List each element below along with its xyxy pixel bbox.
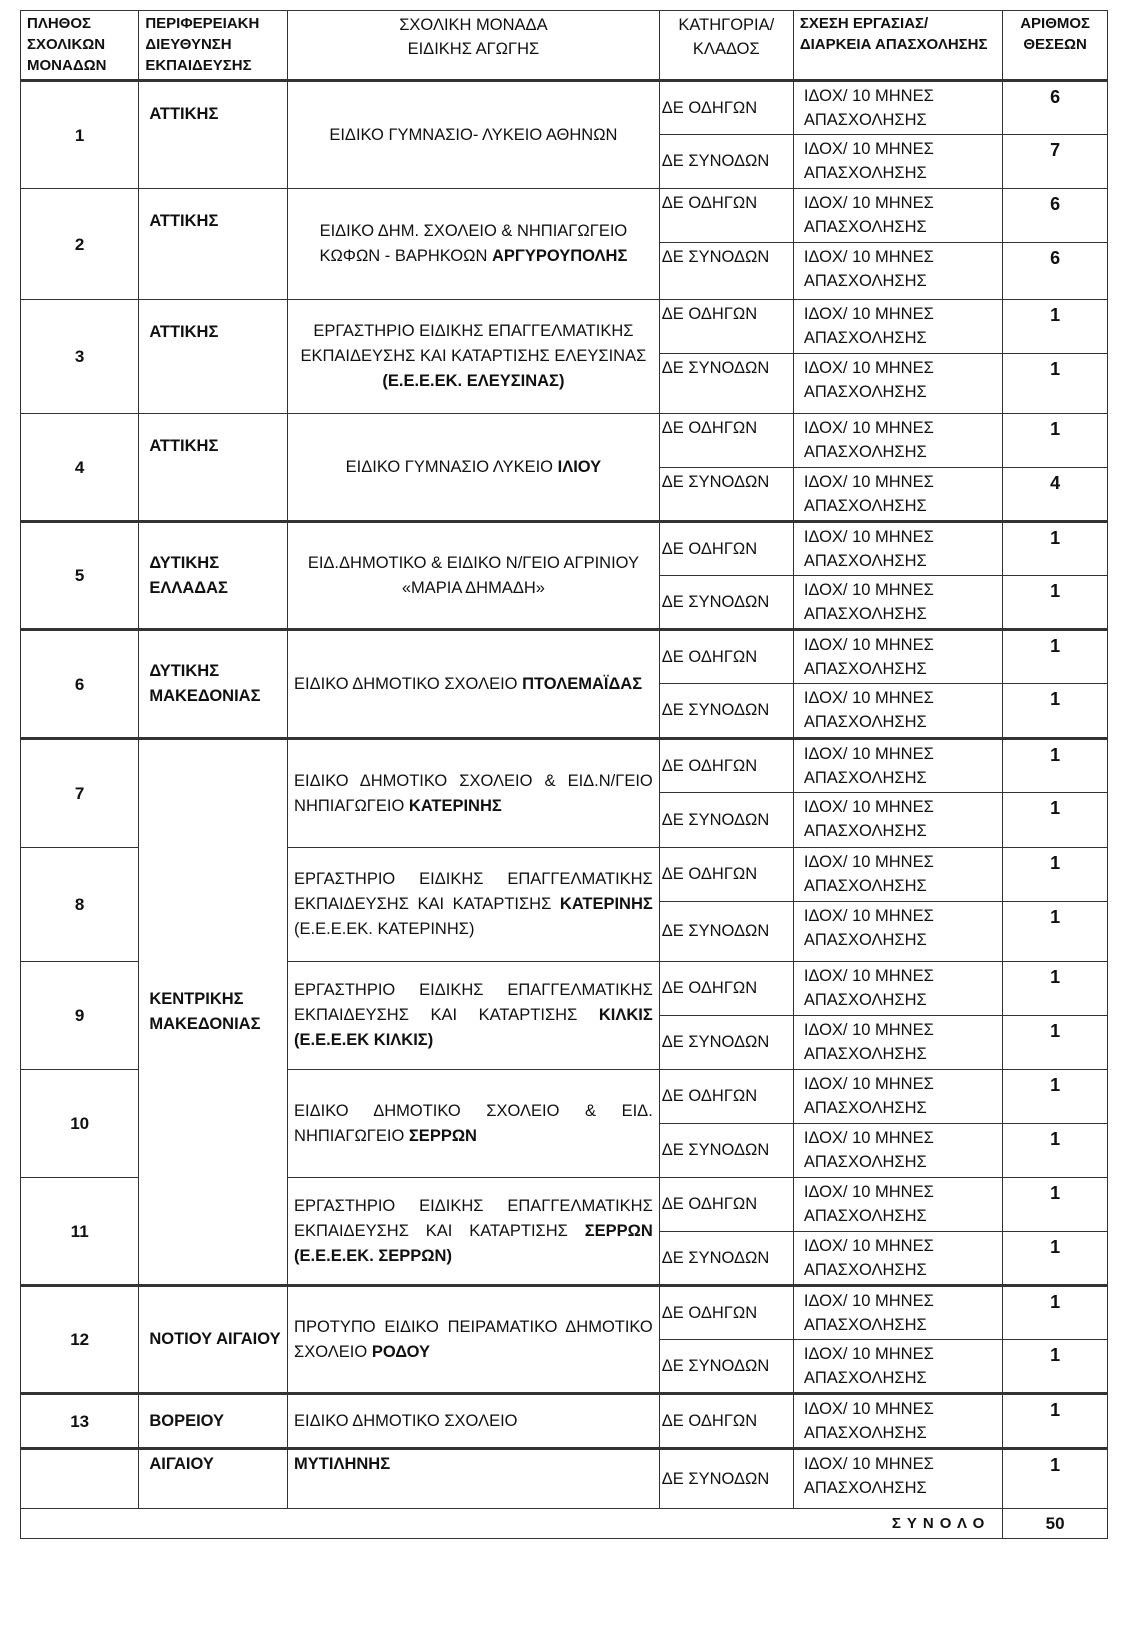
category-drivers	[659, 414, 793, 468]
school-number-value: 10	[70, 1114, 90, 1133]
school-number	[21, 1394, 139, 1449]
school-unit	[288, 189, 660, 300]
school-unit-name: ΕΙΔΙΚΟ ΔΗΜΟΤΙΚΟ ΣΧΟΛΕΙΟ	[294, 1411, 518, 1430]
header-school-unit-line1: ΣΧΟΛΙΚΗ ΜΟΝΑΔΑ	[399, 16, 548, 34]
school-unit	[288, 630, 660, 739]
work-relation-label: ΙΔΟΧ/ 10 ΜΗΝΕΣ ΑΠΑΣΧΟΛΗΣΗΣ	[803, 581, 934, 623]
positions-drivers-value: 1	[1050, 1292, 1061, 1312]
header-work-relation: ΣΧΕΣΗ ΕΡΓΑΣΙΑΣ/ ΔΙΑΡΚΕΙΑ ΑΠΑΣΧΟΛΗΣΗΣ	[793, 11, 1002, 81]
work-relation	[793, 1016, 1002, 1070]
work-relation-label: ΙΔΟΧ/ 10 ΜΗΝΕΣ ΑΠΑΣΧΟΛΗΣΗΣ	[803, 967, 934, 1009]
positions-drivers-value: 1	[1050, 528, 1061, 548]
school-number	[21, 81, 139, 189]
school-unit-name-bold: ΚΑΤΕΡΙΝΗΣ	[408, 796, 502, 815]
table-row	[21, 1394, 1108, 1449]
school-unit	[288, 1394, 660, 1449]
positions-drivers-value: 1	[1050, 745, 1061, 765]
category-escorts	[659, 1340, 793, 1394]
category-escorts	[659, 468, 793, 522]
school-number-value: 3	[74, 347, 85, 366]
positions-drivers	[1003, 848, 1108, 902]
school-number	[21, 630, 139, 739]
school-unit-name: ΕΡΓΑΣΤΗΡΙΟ ΕΙΔΙΚΗΣ ΕΠΑΓΓΕΛΜΑΤΙΚΗΣ ΕΚΠΑΙΔΕΥΣΗΣ ΚΑΙ ΚΑΤΑΡΤΙΣΗΣ ΕΛΕΥΣΙΝΑΣ	[300, 322, 647, 365]
work-relation-label: ΙΔΟΧ/ 10 ΜΗΝΕΣ ΑΠΑΣΧΟΛΗΣΗΣ	[803, 907, 934, 949]
work-relation-label: ΙΔΟΧ/ 10 ΜΗΝΕΣ ΑΠΑΣΧΟΛΗΣΗΣ	[803, 1237, 934, 1279]
category-drivers	[659, 739, 793, 793]
work-relation-label: ΙΔΟΧ/ 10 ΜΗΝΕΣ ΑΠΑΣΧΟΛΗΣΗΣ	[803, 853, 934, 895]
school-number-value: 11	[70, 1221, 89, 1241]
school-number	[21, 300, 139, 414]
school-unit	[288, 1178, 660, 1286]
school-number-value: 2	[74, 234, 85, 254]
regional-directorate	[139, 1286, 288, 1394]
category-escorts-label: ΔΕ ΣΥΝΟΔΩΝ	[661, 359, 770, 377]
school-unit-name: ΕΙΔΙΚΟ ΓΥΜΝΑΣΙΟ ΛΥΚΕΙΟ	[345, 457, 554, 476]
work-relation-label: ΙΔΟΧ/ 10 ΜΗΝΕΣ ΑΠΑΣΧΟΛΗΣΗΣ	[803, 1129, 934, 1171]
work-relation	[793, 739, 1002, 793]
total-value	[1003, 1509, 1108, 1539]
regional-directorate-value: ΔΥΤΙΚΗΣ ΕΛΛΑΔΑΣ	[149, 553, 228, 597]
category-drivers-label: ΔΕ ΟΔΗΓΩΝ	[661, 1195, 758, 1213]
positions-drivers-value: 6	[1050, 194, 1061, 214]
school-unit-name: ΕΡΓΑΣΤΗΡΙΟ ΕΙΔΙΚΗΣ ΕΠΑΓΓΕΛΜΑΤΙΚΗΣ ΕΚΠΑΙΔΕΥΣΗΣ ΚΑΙ ΚΑΤΑΡΤΙΣΗΣ	[294, 981, 653, 1024]
work-relation-label: ΙΔΟΧ/ 10 ΜΗΝΕΣ ΑΠΑΣΧΟΛΗΣΗΣ	[803, 1455, 934, 1497]
category-drivers-label: ΔΕ ΟΔΗΓΩΝ	[661, 1303, 758, 1322]
category-escorts-label: ΔΕ ΣΥΝΟΔΩΝ	[661, 922, 770, 940]
table-row	[21, 630, 1108, 684]
category-drivers	[659, 962, 793, 1016]
work-relation	[793, 1178, 1002, 1232]
category-drivers	[659, 1394, 793, 1449]
regional-directorate	[139, 1449, 288, 1509]
work-relation	[793, 414, 1002, 468]
category-escorts	[659, 243, 793, 300]
school-number	[21, 1070, 139, 1178]
work-relation	[793, 1232, 1002, 1286]
work-relation	[793, 1070, 1002, 1124]
positions-drivers	[1003, 630, 1108, 684]
category-escorts-label: ΔΕ ΣΥΝΟΔΩΝ	[661, 1469, 770, 1488]
regional-directorate-value: ΑΤΤΙΚΗΣ	[149, 323, 219, 341]
category-drivers-label: ΔΕ ΟΔΗΓΩΝ	[661, 979, 758, 997]
positions-escorts-value: 4	[1050, 473, 1061, 493]
positions-escorts	[1003, 468, 1108, 522]
positions-drivers	[1003, 522, 1108, 576]
positions-escorts-value: 7	[1050, 140, 1061, 160]
category-escorts-label: ΔΕ ΣΥΝΟΔΩΝ	[661, 701, 770, 719]
category-drivers	[659, 1178, 793, 1232]
school-unit-name-bold: ΡΟΔΟΥ	[371, 1342, 431, 1361]
positions-escorts-value: 1	[1050, 907, 1061, 927]
school-number	[21, 962, 139, 1070]
category-escorts-label: ΔΕ ΣΥΝΟΔΩΝ	[661, 152, 770, 170]
positions-escorts	[1003, 684, 1108, 739]
category-drivers-label: ΔΕ ΟΔΗΓΩΝ	[661, 756, 758, 775]
school-number-value: 4	[74, 457, 85, 477]
work-relation	[793, 468, 1002, 522]
work-relation	[793, 354, 1002, 414]
header-category: ΚΑΤΗΓΟΡΙΑ/ ΚΛΑΔΟΣ	[659, 11, 793, 81]
header-regional-directorate: ΠΕΡΙΦΕΡΕΙΑΚΗ ΔΙΕΥΘΥΝΣΗ ΕΚΠΑΙΔΕΥΣΗΣ	[139, 11, 288, 81]
positions-drivers	[1003, 962, 1108, 1016]
work-relation-label: ΙΔΟΧ/ 10 ΜΗΝΕΣ ΑΠΑΣΧΟΛΗΣΗΣ	[803, 248, 934, 290]
category-escorts	[659, 902, 793, 962]
work-relation	[793, 300, 1002, 354]
positions-drivers-value: 1	[1050, 305, 1061, 325]
category-escorts-label: ΔΕ ΣΥΝΟΔΩΝ	[661, 248, 770, 266]
total-label-text: ΣΥΝΟΛΟ	[891, 1515, 991, 1532]
school-number	[21, 414, 139, 522]
school-number	[21, 189, 139, 300]
work-relation	[793, 1449, 1002, 1509]
school-number-value: 9	[74, 1006, 85, 1025]
school-unit-name: ΕΙΔ.ΔΗΜΟΤΙΚΟ & ΕΙΔΙΚΟ Ν/ΓΕΙΟ ΑΓΡΙΝΙΟΥ «ΜΑΡΙΑ ΔΗΜΑΔΗ»	[307, 553, 639, 597]
category-escorts	[659, 1232, 793, 1286]
positions-drivers-value: 1	[1050, 1183, 1061, 1203]
category-drivers-label: ΔΕ ΟΔΗΓΩΝ	[661, 194, 758, 212]
school-unit-name-bold: ΜΥΤΙΛΗΝΗΣ	[294, 1455, 391, 1473]
table-body	[21, 81, 1108, 1539]
work-relation-label: ΙΔΟΧ/ 10 ΜΗΝΕΣ ΑΠΑΣΧΟΛΗΣΗΣ	[803, 305, 934, 347]
positions-drivers	[1003, 1070, 1108, 1124]
category-escorts-label: ΔΕ ΣΥΝΟΔΩΝ	[661, 1033, 770, 1051]
positions-escorts	[1003, 1016, 1108, 1070]
positions-escorts-value: 1	[1050, 1021, 1061, 1041]
table-row-continued	[21, 1449, 1108, 1509]
category-drivers	[659, 300, 793, 354]
work-relation	[793, 81, 1002, 135]
positions-escorts	[1003, 1232, 1108, 1286]
school-unit	[288, 1070, 660, 1178]
school-unit	[288, 81, 660, 189]
positions-table	[20, 10, 1108, 1539]
positions-drivers-value: 1	[1050, 1400, 1061, 1420]
positions-drivers-value: 1	[1050, 1075, 1061, 1095]
regional-directorate-value: ΑΙΓΑΙΟΥ	[149, 1455, 214, 1473]
work-relation-label: ΙΔΟΧ/ 10 ΜΗΝΕΣ ΑΠΑΣΧΟΛΗΣΗΣ	[803, 1400, 934, 1442]
school-number-value: 8	[74, 895, 85, 914]
positions-drivers	[1003, 414, 1108, 468]
positions-escorts	[1003, 793, 1108, 848]
positions-escorts-value: 1	[1050, 1129, 1061, 1149]
work-relation	[793, 1394, 1002, 1449]
regional-directorate	[139, 189, 288, 300]
work-relation-label: ΙΔΟΧ/ 10 ΜΗΝΕΣ ΑΠΑΣΧΟΛΗΣΗΣ	[803, 87, 934, 129]
regional-directorate	[139, 300, 288, 414]
school-number	[21, 739, 139, 848]
school-unit-name: ΕΙΔΙΚΟ ΔΗΜΟΤΙΚΟ ΣΧΟΛΕΙΟ	[294, 674, 518, 693]
regional-directorate-value: ΝΟΤΙΟΥ ΑΙΓΑΙΟΥ	[149, 1330, 281, 1348]
school-unit-name-bold: ΣΕΡΡΩΝ (Ε.Ε.Ε.ΕΚ. ΣΕΡΡΩΝ)	[294, 1221, 653, 1265]
school-unit	[288, 300, 660, 414]
category-drivers-label: ΔΕ ΟΔΗΓΩΝ	[661, 1087, 758, 1105]
table-row	[21, 1286, 1108, 1340]
category-escorts	[659, 793, 793, 848]
work-relation	[793, 630, 1002, 684]
header-school-count: ΠΛΗΘΟΣ ΣΧΟΛΙΚΩΝ ΜΟΝΑΔΩΝ	[21, 11, 139, 81]
school-number-value: 1	[74, 125, 85, 145]
category-escorts-label: ΔΕ ΣΥΝΟΔΩΝ	[661, 473, 770, 491]
category-drivers-label: ΔΕ ΟΔΗΓΩΝ	[661, 647, 758, 666]
work-relation-label: ΙΔΟΧ/ 10 ΜΗΝΕΣ ΑΠΑΣΧΟΛΗΣΗΣ	[803, 745, 934, 787]
regional-directorate	[139, 630, 288, 739]
school-unit-name: ΕΙΔΙΚΟ ΔΗΜΟΤΙΚΟ ΣΧΟΛΕΙΟ & ΕΙΔ. ΝΗΠΙΑΓΩΓΕΙΟ	[294, 1101, 653, 1145]
positions-drivers	[1003, 1286, 1108, 1340]
school-unit-name-suffix: (Ε.Ε.Ε.ΕΚ. ΚΑΤΕΡΙΝΗΣ)	[294, 920, 475, 938]
category-escorts-label: ΔΕ ΣΥΝΟΔΩΝ	[661, 810, 770, 829]
table-row	[21, 739, 1108, 793]
school-unit	[288, 522, 660, 630]
work-relation	[793, 848, 1002, 902]
total-label	[21, 1509, 1003, 1539]
header-school-unit-line2: ΕΙΔΙΚΗΣ ΑΓΩΓΗΣ	[407, 40, 540, 58]
category-drivers	[659, 189, 793, 243]
category-drivers	[659, 848, 793, 902]
category-escorts-label: ΔΕ ΣΥΝΟΔΩΝ	[661, 1248, 770, 1267]
category-drivers-label: ΔΕ ΟΔΗΓΩΝ	[661, 539, 758, 558]
category-escorts	[659, 1449, 793, 1509]
positions-drivers	[1003, 1394, 1108, 1449]
positions-escorts-value: 1	[1050, 1237, 1061, 1257]
school-unit-name-bold: ΠΤΟΛΕΜΑΪΔΑΣ	[522, 674, 643, 693]
positions-drivers-value: 1	[1050, 419, 1061, 439]
header-school-unit	[288, 11, 660, 81]
school-unit-name: ΠΡΟΤΥΠΟ ΕΙΔΙΚΟ ΠΕΙΡΑΜΑΤΙΚΟ ΔΗΜΟΤΙΚΟ ΣΧΟΛΕΙΟ	[294, 1317, 653, 1361]
work-relation-label: ΙΔΟΧ/ 10 ΜΗΝΕΣ ΑΠΑΣΧΟΛΗΣΗΣ	[803, 1075, 934, 1117]
positions-drivers-value: 1	[1050, 853, 1061, 873]
positions-escorts	[1003, 135, 1108, 189]
work-relation-label: ΙΔΟΧ/ 10 ΜΗΝΕΣ ΑΠΑΣΧΟΛΗΣΗΣ	[803, 359, 934, 401]
regional-directorate	[139, 414, 288, 522]
category-drivers-label: ΔΕ ΟΔΗΓΩΝ	[661, 98, 758, 117]
regional-directorate-value: ΒΟΡΕΙΟΥ	[149, 1411, 225, 1430]
category-escorts-label: ΔΕ ΣΥΝΟΔΩΝ	[661, 1141, 770, 1159]
category-drivers	[659, 81, 793, 135]
category-escorts	[659, 576, 793, 630]
work-relation-label: ΙΔΟΧ/ 10 ΜΗΝΕΣ ΑΠΑΣΧΟΛΗΣΗΣ	[803, 1021, 934, 1063]
school-number	[21, 1178, 139, 1286]
category-drivers-label: ΔΕ ΟΔΗΓΩΝ	[661, 1411, 758, 1430]
category-drivers	[659, 1070, 793, 1124]
category-escorts	[659, 135, 793, 189]
work-relation-label: ΙΔΟΧ/ 10 ΜΗΝΕΣ ΑΠΑΣΧΟΛΗΣΗΣ	[803, 689, 934, 731]
school-unit-name: ΕΙΔΙΚΟ ΓΥΜΝΑΣΙΟ- ΛΥΚΕΙΟ ΑΘΗΝΩΝ	[329, 125, 618, 144]
school-unit-name: ΕΡΓΑΣΤΗΡΙΟ ΕΙΔΙΚΗΣ ΕΠΑΓΓΕΛΜΑΤΙΚΗΣ ΕΚΠΑΙΔΕΥΣΗΣ ΚΑΙ ΚΑΤΑΡΤΙΣΗΣ	[294, 870, 653, 913]
work-relation	[793, 962, 1002, 1016]
work-relation	[793, 1286, 1002, 1340]
positions-drivers	[1003, 1178, 1108, 1232]
positions-escorts-value: 1	[1050, 1455, 1061, 1475]
school-unit	[288, 739, 660, 848]
school-unit	[288, 1286, 660, 1394]
positions-escorts-value: 1	[1050, 689, 1061, 709]
positions-drivers-value: 1	[1050, 967, 1061, 987]
regional-directorate	[139, 81, 288, 189]
positions-escorts	[1003, 1449, 1108, 1509]
work-relation-label: ΙΔΟΧ/ 10 ΜΗΝΕΣ ΑΠΑΣΧΟΛΗΣΗΣ	[803, 636, 934, 678]
school-unit-name: ΕΙΔΙΚΟ ΔΗΜΟΤΙΚΟ ΣΧΟΛΕΙΟ & ΕΙΔ.Ν/ΓΕΙΟ ΝΗΠΙΑΓΩΓΕΙΟ	[294, 771, 653, 815]
category-escorts	[659, 1016, 793, 1070]
work-relation	[793, 189, 1002, 243]
work-relation	[793, 1124, 1002, 1178]
positions-drivers	[1003, 739, 1108, 793]
work-relation-label: ΙΔΟΧ/ 10 ΜΗΝΕΣ ΑΠΑΣΧΟΛΗΣΗΣ	[803, 419, 934, 461]
work-relation	[793, 902, 1002, 962]
positions-escorts-value: 6	[1050, 248, 1061, 268]
header-row	[21, 11, 1108, 81]
work-relation	[793, 522, 1002, 576]
school-unit	[288, 414, 660, 522]
school-number-value: 13	[70, 1411, 90, 1431]
school-number-value: 5	[74, 566, 85, 585]
school-number-value: 6	[74, 674, 85, 694]
work-relation-label: ΙΔΟΧ/ 10 ΜΗΝΕΣ ΑΠΑΣΧΟΛΗΣΗΣ	[803, 140, 934, 182]
category-drivers-label: ΔΕ ΟΔΗΓΩΝ	[661, 305, 758, 323]
positions-drivers-value: 1	[1050, 636, 1061, 656]
school-unit	[288, 848, 660, 962]
work-relation	[793, 793, 1002, 848]
positions-escorts-value: 1	[1050, 581, 1061, 601]
school-unit-name-bold: ΚΙΛΚΙΣ (Ε.Ε.Ε.ΕΚ ΚΙΛΚΙΣ)	[294, 1006, 653, 1049]
work-relation-label: ΙΔΟΧ/ 10 ΜΗΝΕΣ ΑΠΑΣΧΟΛΗΣΗΣ	[803, 1292, 934, 1334]
school-unit	[288, 1449, 660, 1509]
work-relation-label: ΙΔΟΧ/ 10 ΜΗΝΕΣ ΑΠΑΣΧΟΛΗΣΗΣ	[803, 473, 934, 515]
school-number	[21, 1286, 139, 1394]
work-relation-label: ΙΔΟΧ/ 10 ΜΗΝΕΣ ΑΠΑΣΧΟΛΗΣΗΣ	[803, 194, 934, 236]
work-relation-label: ΙΔΟΧ/ 10 ΜΗΝΕΣ ΑΠΑΣΧΟΛΗΣΗΣ	[803, 528, 934, 570]
school-unit-name-bold: ΣΕΡΡΩΝ	[408, 1126, 477, 1145]
category-escorts-label: ΔΕ ΣΥΝΟΔΩΝ	[661, 1356, 770, 1375]
positions-escorts	[1003, 1340, 1108, 1394]
work-relation	[793, 243, 1002, 300]
positions-drivers-value: 6	[1050, 87, 1061, 107]
regional-directorate-value: ΚΕΝΤΡΙΚΗΣ ΜΑΚΕΔΟΝΙΑΣ	[149, 990, 261, 1033]
regional-directorate-value: ΑΤΤΙΚΗΣ	[149, 105, 219, 123]
table-row	[21, 189, 1108, 243]
school-number-value: 7	[74, 784, 85, 803]
total-value-text: 50	[1045, 1514, 1065, 1533]
category-escorts	[659, 354, 793, 414]
work-relation	[793, 684, 1002, 739]
school-unit-name: ΕΙΔΙΚΟ ΔΗΜ. ΣΧΟΛΕΙΟ & ΝΗΠΙΑΓΩΓΕΙΟ ΚΩΦΩΝ - ΒΑΡΗΚΟΩΝ	[319, 222, 628, 265]
table-row	[21, 522, 1108, 576]
regional-directorate-value: ΑΤΤΙΚΗΣ	[149, 437, 219, 455]
school-number-empty	[21, 1449, 139, 1509]
school-unit-name-bold: ΚΑΤΕΡΙΝΗΣ	[559, 895, 653, 913]
work-relation-label: ΙΔΟΧ/ 10 ΜΗΝΕΣ ΑΠΑΣΧΟΛΗΣΗΣ	[803, 1183, 934, 1225]
positions-drivers	[1003, 81, 1108, 135]
table-row	[21, 81, 1108, 135]
positions-escorts	[1003, 354, 1108, 414]
work-relation	[793, 135, 1002, 189]
school-unit-name-bold: (Ε.Ε.Ε.ΕΚ. ΕΛΕΥΣΙΝΑΣ)	[382, 372, 565, 390]
regional-directorate	[139, 1394, 288, 1449]
category-drivers	[659, 630, 793, 684]
school-number	[21, 848, 139, 962]
work-relation	[793, 1340, 1002, 1394]
school-unit-name-bold: ΙΛΙΟΥ	[557, 457, 602, 476]
school-number-value: 12	[70, 1330, 90, 1349]
regional-directorate	[139, 522, 288, 630]
positions-drivers	[1003, 189, 1108, 243]
positions-escorts-value: 1	[1050, 359, 1061, 379]
school-unit-name-bold: ΑΡΓΥΡΟΥΠΟΛΗΣ	[491, 247, 628, 265]
positions-drivers	[1003, 300, 1108, 354]
category-escorts	[659, 1124, 793, 1178]
positions-escorts	[1003, 902, 1108, 962]
positions-escorts	[1003, 576, 1108, 630]
category-drivers	[659, 1286, 793, 1340]
regional-directorate-value: ΑΤΤΙΚΗΣ	[149, 212, 219, 230]
work-relation	[793, 576, 1002, 630]
category-drivers-label: ΔΕ ΟΔΗΓΩΝ	[661, 419, 758, 437]
positions-escorts	[1003, 1124, 1108, 1178]
school-number	[21, 522, 139, 630]
regional-directorate-value: ΔΥΤΙΚΗΣ ΜΑΚΕΔΟΝΙΑΣ	[149, 662, 261, 705]
positions-document	[20, 10, 1108, 1539]
regional-directorate	[139, 739, 288, 1286]
work-relation-label: ΙΔΟΧ/ 10 ΜΗΝΕΣ ΑΠΑΣΧΟΛΗΣΗΣ	[803, 798, 934, 840]
positions-escorts-value: 1	[1050, 1345, 1061, 1365]
school-unit-name: ΕΡΓΑΣΤΗΡΙΟ ΕΙΔΙΚΗΣ ΕΠΑΓΓΕΛΜΑΤΙΚΗΣ ΕΚΠΑΙΔΕΥΣΗΣ ΚΑΙ ΚΑΤΑΡΤΙΣΗΣ	[294, 1196, 653, 1240]
category-drivers	[659, 522, 793, 576]
category-escorts-label: ΔΕ ΣΥΝΟΔΩΝ	[661, 592, 770, 611]
category-escorts	[659, 684, 793, 739]
total-row	[21, 1509, 1108, 1539]
category-drivers-label: ΔΕ ΟΔΗΓΩΝ	[661, 865, 758, 883]
table-row	[21, 414, 1108, 468]
school-unit	[288, 962, 660, 1070]
positions-escorts-value: 1	[1050, 798, 1061, 818]
positions-escorts	[1003, 243, 1108, 300]
header-positions: ΑΡΙΘΜΟΣ ΘΕΣΕΩΝ	[1003, 11, 1108, 81]
work-relation-label: ΙΔΟΧ/ 10 ΜΗΝΕΣ ΑΠΑΣΧΟΛΗΣΗΣ	[803, 1345, 934, 1387]
table-row	[21, 300, 1108, 354]
